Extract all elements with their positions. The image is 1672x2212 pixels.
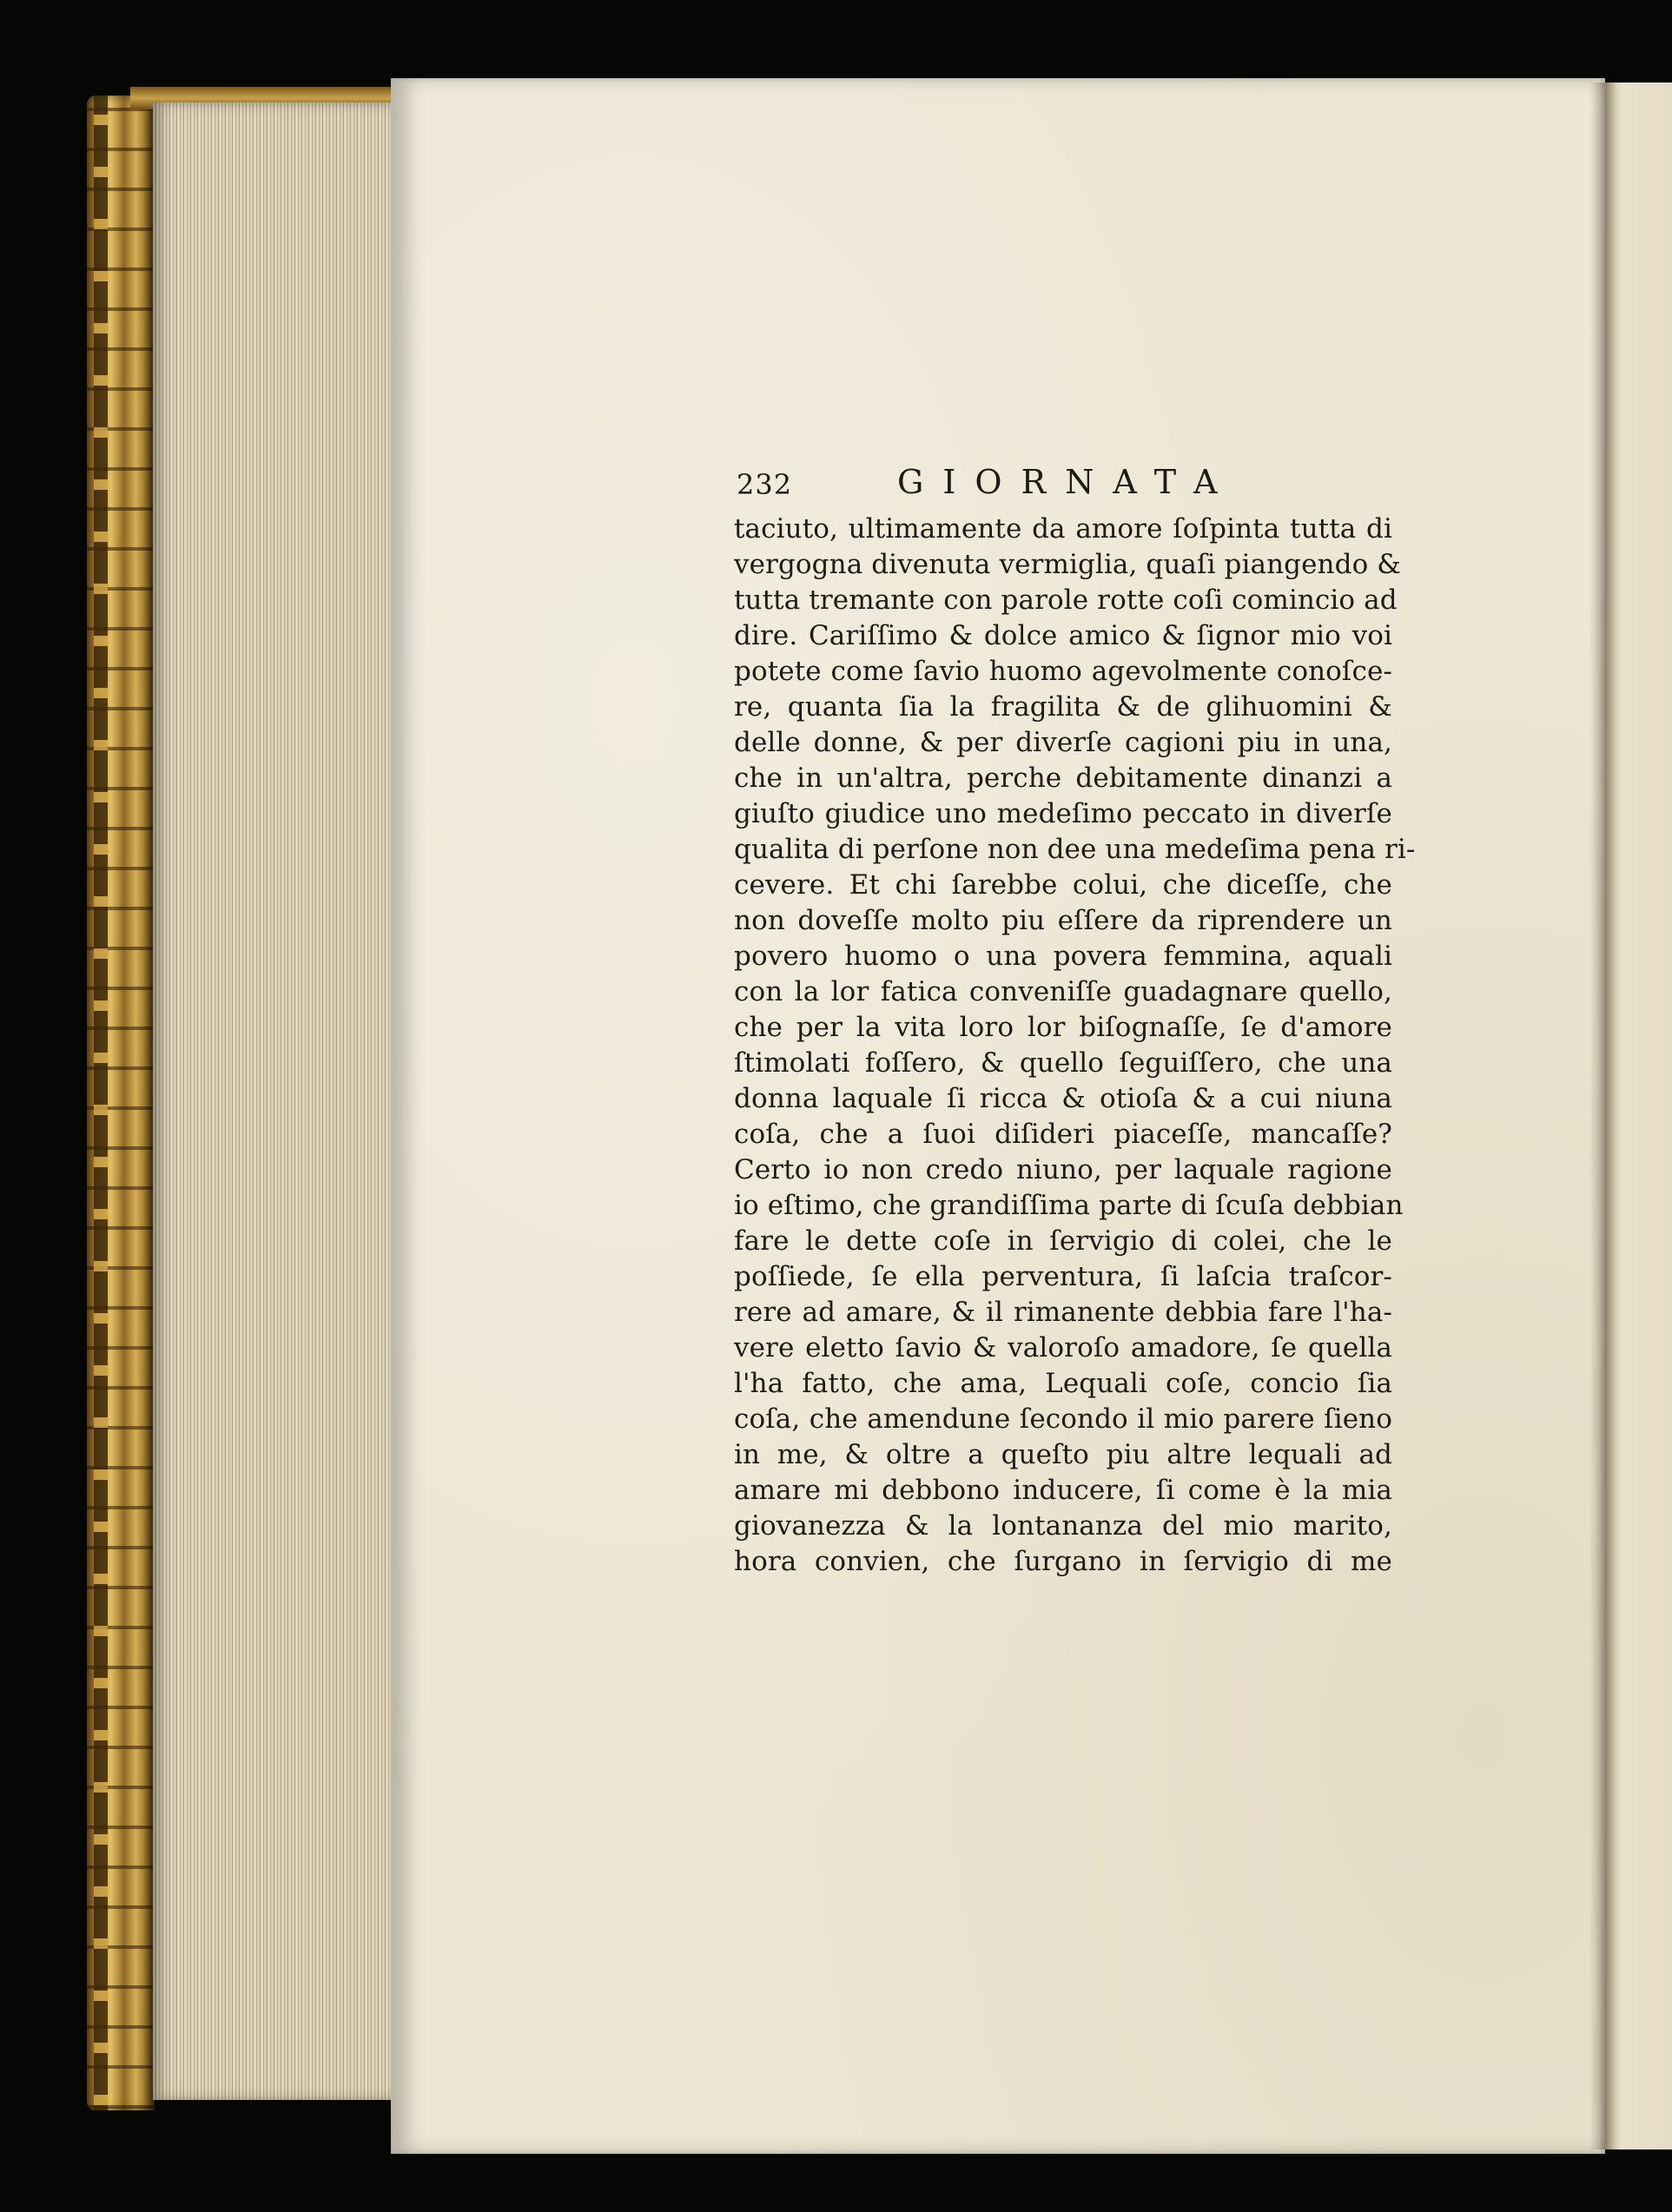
text-line: che per la vita loro lor biſognaſſe, ſe d'amore [734, 1012, 1392, 1043]
text-line: con la lor fatica conveniſſe guadagnare quello, [734, 976, 1392, 1007]
page-edges [153, 102, 410, 2100]
text-line: taciuto, ultimamente da amore ſoſpinta tutta di [734, 513, 1392, 545]
text-line: amare mi debbono inducere, ſi come è la mia [734, 1475, 1392, 1506]
text-line: povero huomo o una povera femmina, aquali [734, 941, 1392, 972]
text-block [734, 463, 1416, 1580]
text-line: dire. Cariſſimo & dolce amico & ſignor mio voi [734, 620, 1392, 651]
text-line: rere ad amare, & il rimanente debbia fare l'ha- [734, 1297, 1392, 1328]
text-line: potete come ſavio huomo agevolmente conoſce- [734, 656, 1392, 687]
text-line: cevere. Et chi ſarebbe colui, che diceſſe, che [734, 869, 1392, 901]
text-line: Certo io non credo niuno, per laquale ragione [734, 1154, 1392, 1185]
running-title: GIORNATA [897, 463, 1237, 501]
text-line: vergogna divenuta vermiglia, quaſi piangendo & [734, 549, 1401, 580]
text-line: che in un'altra, perche debitamente dinanzi a [734, 763, 1392, 794]
page-number: 232 [737, 468, 793, 501]
text-line: non doveſſe molto piu eſſere da riprendere un [734, 905, 1392, 936]
text-line: coſa, che a ſuoi diſideri piaceſſe, mancaſſe? [734, 1119, 1392, 1150]
text-line: l'ha fatto, che ama, Lequali coſe, concio ſia [734, 1368, 1392, 1399]
text-line: re, quanta ſia la fragilita & de glihuomini & [734, 691, 1392, 723]
gutter-shadow [1589, 83, 1616, 2149]
text-line: in me, & oltre a queſto piu altre lequali ad [734, 1439, 1392, 1470]
text-line: fare le dette coſe in ſervigio di colei, che le [734, 1225, 1392, 1257]
text-line: vere eletto ſavio & valoroſo amadore, ſe quella [734, 1332, 1392, 1364]
text-line: giuſto giudice uno medeſimo peccato in diverſe [734, 798, 1392, 829]
text-line: giovanezza & la lontananza del mio marito, [734, 1510, 1392, 1542]
text-line: tutta tremante con parole rotte coſi comincio ad [734, 584, 1398, 616]
body-text [734, 512, 1416, 1580]
text-line: qualita di perſone non dee una medeſima pena ri- [734, 834, 1416, 865]
text-line: poſſiede, ſe ella perventura, ſi laſcia traſcor- [734, 1261, 1392, 1292]
text-line: hora convien, che ſurgano in ſervigio di me [734, 1546, 1392, 1577]
text-line: delle donne, & per diverſe cagioni piu in una, [734, 727, 1392, 758]
text-line: ſtimolati foſſero, & quello ſeguiſſero, che una [734, 1047, 1392, 1079]
page-header [734, 463, 1392, 512]
text-line: coſa, che amendune ſecondo il mio parere ſieno [734, 1403, 1392, 1435]
spine-decoration [94, 96, 108, 2110]
text-line: io eſtimo, che grandiſſima parte di ſcuſa debbian [734, 1190, 1404, 1221]
text-line: donna laquale ſi ricca & otioſa & a cui niuna [734, 1083, 1392, 1114]
